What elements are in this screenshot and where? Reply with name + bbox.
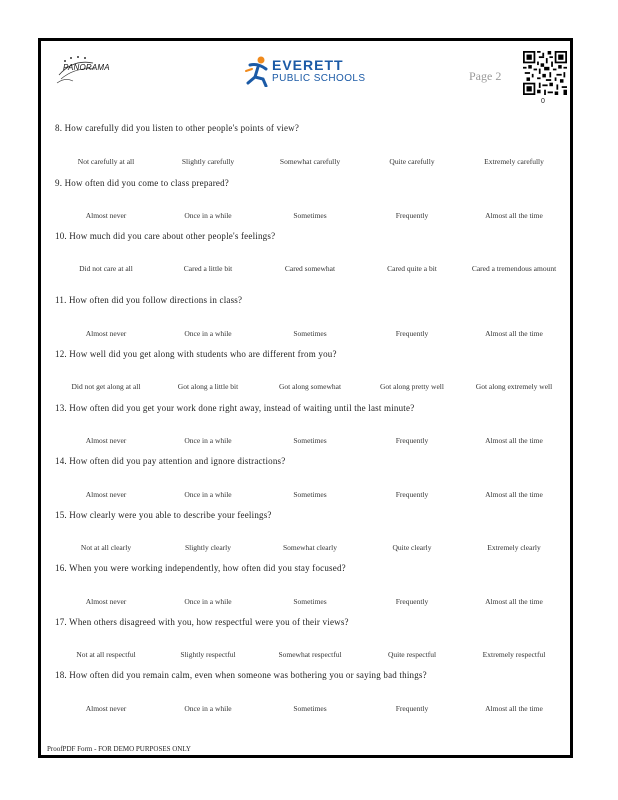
answer-option[interactable]: Sometimes: [293, 704, 327, 713]
answer-option[interactable]: Frequently: [395, 211, 429, 220]
question-14: 14. How often did you pay attention and ignore distractions?: [55, 456, 286, 466]
answer-option[interactable]: Almost all the time: [485, 211, 543, 220]
answer-option[interactable]: Frequently: [395, 329, 429, 338]
answer-option[interactable]: Cared a tremendous amount: [471, 264, 557, 273]
answer-option[interactable]: Cared somewhat: [284, 264, 336, 273]
answer-option[interactable]: Almost never: [85, 211, 127, 220]
answer-option[interactable]: Extremely clearly: [487, 543, 541, 552]
answer-option[interactable]: Slightly carefully: [181, 157, 235, 166]
answer-row-13: [55, 436, 565, 446]
answer-option[interactable]: Got along a little bit: [177, 382, 239, 391]
answer-option[interactable]: Once in a while: [184, 704, 232, 713]
answer-option[interactable]: Slightly respectful: [180, 650, 236, 659]
answer-row-15: [55, 543, 565, 553]
answer-option[interactable]: Not at all respectful: [76, 650, 136, 659]
answer-option[interactable]: Almost all the time: [485, 597, 543, 606]
qr-caption: 0: [541, 98, 545, 105]
answer-row-18: [55, 704, 565, 714]
question-11: 11. How often did you follow directions in class?: [55, 295, 243, 305]
panorama-logo-text: PANORAMA: [63, 63, 110, 72]
answer-option[interactable]: Got along pretty well: [380, 382, 444, 391]
answer-option[interactable]: Frequently: [395, 436, 429, 445]
answer-option[interactable]: Sometimes: [293, 211, 327, 220]
survey-page: [38, 38, 573, 758]
answer-option[interactable]: Almost never: [85, 329, 127, 338]
answer-option[interactable]: Extremely carefully: [484, 157, 544, 166]
answer-option[interactable]: Quite carefully: [389, 157, 435, 166]
answer-option[interactable]: Somewhat carefully: [279, 157, 341, 166]
answer-row-8: [55, 157, 565, 167]
answer-option[interactable]: Once in a while: [184, 490, 232, 499]
answer-option[interactable]: Frequently: [395, 597, 429, 606]
answer-option[interactable]: Got along somewhat: [278, 382, 342, 391]
answer-option[interactable]: Not at all clearly: [80, 543, 132, 552]
answer-option[interactable]: Cared quite a bit: [387, 264, 437, 273]
qr-code: [523, 51, 567, 95]
answer-row-10: [55, 264, 565, 274]
answer-row-11: [55, 329, 565, 339]
answer-option[interactable]: Sometimes: [293, 436, 327, 445]
answer-option[interactable]: Somewhat respectful: [278, 650, 342, 659]
district-name: EVERETT: [272, 57, 344, 73]
answer-option[interactable]: Frequently: [395, 704, 429, 713]
answer-option[interactable]: Somewhat clearly: [283, 543, 337, 552]
answer-option[interactable]: Almost never: [85, 436, 127, 445]
answer-row-9: [55, 211, 565, 221]
answer-option[interactable]: Almost never: [85, 597, 127, 606]
question-12: 12. How well did you get along with students who are different from you?: [55, 349, 337, 359]
answer-option[interactable]: Got along extremely well: [475, 382, 553, 391]
answer-row-12: [55, 382, 565, 392]
question-8: 8. How carefully did you listen to other people's points of view?: [55, 123, 300, 133]
question-17: 17. When others disagreed with you, how respectful were you of their views?: [55, 617, 349, 627]
answer-option[interactable]: Almost all the time: [485, 704, 543, 713]
answer-option[interactable]: Slightly clearly: [184, 543, 232, 552]
answer-option[interactable]: Almost all the time: [485, 436, 543, 445]
answer-option[interactable]: Sometimes: [293, 329, 327, 338]
answer-option[interactable]: Once in a while: [184, 597, 232, 606]
answer-row-16: [55, 597, 565, 607]
answer-option[interactable]: Almost never: [85, 490, 127, 499]
answer-option[interactable]: Extremely respectful: [482, 650, 546, 659]
answer-option[interactable]: Sometimes: [293, 597, 327, 606]
question-15: 15. How clearly were you able to describe your feelings?: [55, 510, 272, 520]
answer-option[interactable]: Almost all the time: [485, 329, 543, 338]
answer-option[interactable]: Once in a while: [184, 329, 232, 338]
answer-option[interactable]: Once in a while: [184, 211, 232, 220]
question-16: 16. When you were working independently, how often did you stay focused?: [55, 563, 346, 573]
answer-option[interactable]: Did not care at all: [79, 264, 133, 273]
answer-option[interactable]: Not carefully at all: [77, 157, 135, 166]
question-13: 13. How often did you get your work done right away, instead of waiting until the last minute?: [55, 403, 415, 413]
answer-row-17: [55, 650, 565, 660]
question-9: 9. How often did you come to class prepared?: [55, 178, 229, 188]
answer-option[interactable]: Almost all the time: [485, 490, 543, 499]
answer-option[interactable]: Once in a while: [184, 436, 232, 445]
page-number: Page 2: [469, 69, 502, 83]
answer-row-14: [55, 490, 565, 500]
runner-icon: [244, 55, 272, 87]
answer-option[interactable]: Frequently: [395, 490, 429, 499]
district-logo: [244, 55, 374, 87]
panorama-logo: [53, 53, 113, 89]
question-18: 18. How often did you remain calm, even when someone was bothering you or saying bad things?: [55, 670, 427, 680]
answer-option[interactable]: Almost never: [85, 704, 127, 713]
answer-option[interactable]: Quite clearly: [392, 543, 432, 552]
answer-option[interactable]: Did not get along at all: [71, 382, 141, 391]
demo-footer: ProofPDF Form - FOR DEMO PURPOSES ONLY: [47, 745, 191, 753]
answer-option[interactable]: Quite respectful: [387, 650, 437, 659]
answer-option[interactable]: Sometimes: [293, 490, 327, 499]
answer-option[interactable]: Cared a little bit: [183, 264, 233, 273]
district-subtitle: PUBLIC SCHOOLS: [272, 73, 366, 84]
question-10: 10. How much did you care about other people's feelings?: [55, 231, 276, 241]
